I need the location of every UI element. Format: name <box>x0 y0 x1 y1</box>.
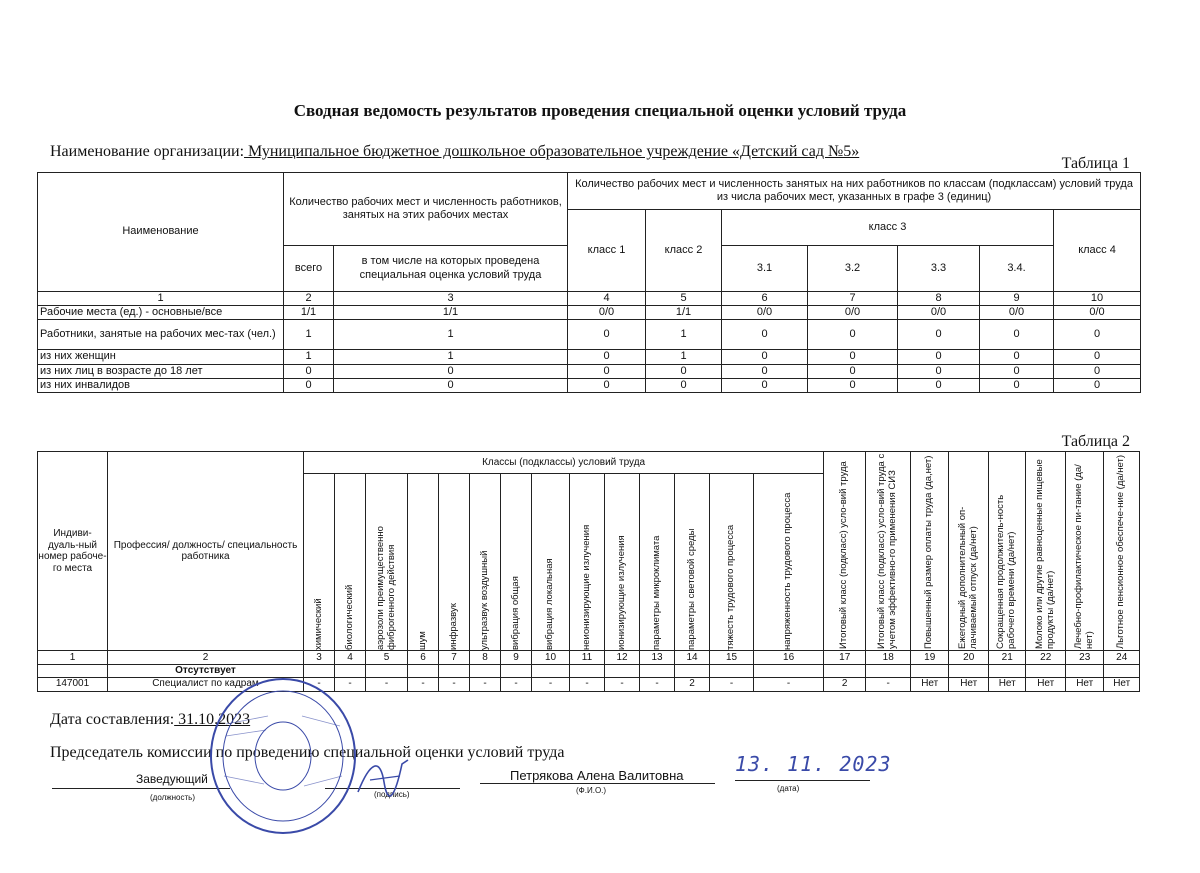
t2-col-number: 16 <box>754 651 824 665</box>
t2-profession: Специалист по кадрам <box>108 677 304 691</box>
t1-header-name: Наименование <box>38 173 284 292</box>
t2-header-id: Индиви-дуаль-ный номер рабоче-го места <box>38 452 108 651</box>
t1-header-class2: класс 2 <box>646 210 722 292</box>
t1-cell: 0 <box>980 350 1054 364</box>
date-hint: (дата) <box>777 784 800 793</box>
signature-icon <box>350 752 420 802</box>
t1-cell: 0 <box>1054 350 1141 364</box>
date-label: Дата составления: <box>50 711 175 728</box>
t2-cell: - <box>470 677 501 691</box>
t2-col-number: 9 <box>501 651 532 665</box>
t2-cell: - <box>640 677 675 691</box>
t2-cell: 2 <box>675 677 710 691</box>
t1-header-3-2: 3.2 <box>808 246 898 292</box>
t1-cell: 0 <box>898 378 980 392</box>
t1-cell: 0 <box>898 364 980 378</box>
t2-cell: - <box>754 677 824 691</box>
table2-caption: Таблица 2 <box>1061 433 1130 450</box>
t2-col-number: 24 <box>1104 651 1140 665</box>
t2-cell: - <box>501 677 532 691</box>
t2-header-extra-label: Итоговый класс (подкласс) усло-вий труда с учетом эффективно-го применения СИЗ <box>876 453 899 649</box>
organization-name: Муниципальное бюджетное дошкольное образовательное учреждение «Детский сад №5» <box>244 143 860 160</box>
signature-hint: (подпись) <box>374 790 410 799</box>
t2-cell: - <box>710 677 754 691</box>
t2-header-factor-label: инфразвук <box>447 603 459 650</box>
t1-header-class3: класс 3 <box>722 210 1054 246</box>
t2-header-classes: Классы (подклассы) условий труда <box>304 452 824 474</box>
t2-col-number: 20 <box>949 651 989 665</box>
t1-cell: 0 <box>1054 364 1141 378</box>
t1-cell: 0 <box>284 364 334 378</box>
t2-header-extra-label: Молоко или другие равноценные пищевые продукты (да/нет) <box>1033 459 1056 649</box>
t1-header-evaluated: в том числе на которых проведена специальная оценка условий труда <box>334 246 568 292</box>
t1-cell: 1 <box>284 320 334 350</box>
t2-cell: Нет <box>1026 677 1066 691</box>
t2-col-number: 14 <box>675 651 710 665</box>
t1-cell: 0/0 <box>980 306 1054 320</box>
t1-cell: 0 <box>568 320 646 350</box>
t2-cell: - <box>605 677 640 691</box>
t1-row-label: Работники, занятые на рабочих мес-тах (чел.) <box>38 320 284 350</box>
t1-cell: 0 <box>1054 320 1141 350</box>
t1-cell: 0 <box>568 364 646 378</box>
t1-cell: 0 <box>646 364 722 378</box>
t1-cell: 0/0 <box>722 306 808 320</box>
t2-header-extra-label: Повышенный размер оплаты труда (да,нет) <box>923 455 935 649</box>
t2-group-label: Отсутствует <box>108 665 304 678</box>
t2-col-number: 21 <box>989 651 1026 665</box>
t1-row-label: из них инвалидов <box>38 378 284 392</box>
document-title: Сводная ведомость результатов проведения специальной оценки условий труда <box>293 101 907 120</box>
position-hint: (должность) <box>150 793 195 802</box>
t1-cell: 0 <box>722 320 808 350</box>
t1-cell: 0 <box>284 378 334 392</box>
t1-cell: 0 <box>808 364 898 378</box>
t2-header-factor-label: неионизирующие излучения <box>580 524 592 650</box>
t2-header-extra-label: Ежегодный дополнительный оп-лачиваемый отпуск (да/нет) <box>956 506 979 649</box>
t2-cell: - <box>439 677 470 691</box>
t2-col-number: 6 <box>408 651 439 665</box>
t1-cell: 0 <box>334 364 568 378</box>
t2-col-number: 11 <box>570 651 605 665</box>
t2-header-factor-label: шум <box>416 631 428 650</box>
t2-cell: 2 <box>824 677 866 691</box>
t1-header-3-1: 3.1 <box>722 246 808 292</box>
t1-col-number: 1 <box>38 292 284 306</box>
t2-header-factor-label: напряженность трудового процесса <box>782 492 794 650</box>
t1-header-3-3: 3.3 <box>898 246 980 292</box>
t1-col-number: 4 <box>568 292 646 306</box>
t2-header-factor-label: тяжесть трудового процесса <box>725 524 737 650</box>
t1-cell: 0 <box>980 364 1054 378</box>
t1-cell: 0/0 <box>1054 306 1141 320</box>
t1-cell: 0 <box>1054 378 1141 392</box>
t1-cell: 0/0 <box>808 306 898 320</box>
t2-header-extra-label: Льготное пенсионное обеспече-ние (да/нет) <box>1115 454 1127 649</box>
t2-cell: Нет <box>1066 677 1104 691</box>
t1-cell: 0 <box>646 378 722 392</box>
t1-cell: 0 <box>722 378 808 392</box>
t1-cell: 1 <box>646 350 722 364</box>
fio-hint: (Ф.И.О.) <box>576 786 607 795</box>
t2-header-extra-label: Итоговый класс (подкласс) усло-вий труда <box>838 461 850 649</box>
t1-cell: 1/1 <box>284 306 334 320</box>
t2-col-number: 10 <box>532 651 570 665</box>
t2-header-factor-label: ультразвук воздушный <box>478 550 490 650</box>
t2-cell: - <box>532 677 570 691</box>
t1-cell: 0 <box>980 320 1054 350</box>
t1-cell: 0 <box>722 350 808 364</box>
t2-col-number: 2 <box>108 651 304 665</box>
t2-cell: - <box>366 677 408 691</box>
t2-col-number: 4 <box>335 651 366 665</box>
t2-col-number: 3 <box>304 651 335 665</box>
t2-cell: - <box>304 677 335 691</box>
t2-header-factor-label: вибрация общая <box>509 576 521 650</box>
t1-header-classes: Количество рабочих мест и численность занятых на них работников по классам (подклассам) условий труда из числа рабочих мест, указанных в графе 3 (единиц) <box>568 173 1141 210</box>
t2-cell: - <box>408 677 439 691</box>
t1-col-number: 9 <box>980 292 1054 306</box>
t1-cell: 0 <box>898 320 980 350</box>
t2-col-number: 17 <box>824 651 866 665</box>
t1-cell: 1 <box>284 350 334 364</box>
t1-cell: 0 <box>980 378 1054 392</box>
t1-cell: 1 <box>646 320 722 350</box>
t2-header-factor-label: биологический <box>343 584 355 650</box>
t1-col-number: 10 <box>1054 292 1141 306</box>
t1-cell: 0 <box>722 364 808 378</box>
t1-cell: 1/1 <box>646 306 722 320</box>
t1-col-number: 8 <box>898 292 980 306</box>
t2-col-number: 1 <box>38 651 108 665</box>
t1-col-number: 5 <box>646 292 722 306</box>
t2-cell: Нет <box>989 677 1026 691</box>
t2-header-factor-label: параметры световой среды <box>685 528 697 650</box>
t1-cell: 0 <box>334 378 568 392</box>
t1-col-number: 2 <box>284 292 334 306</box>
t2-cell: Нет <box>1104 677 1140 691</box>
t1-row-label: Рабочие места (ед.) - основные/все <box>38 306 284 320</box>
t2-header-factor-label: химический <box>312 598 324 650</box>
t1-header-3-4: 3.4. <box>980 246 1054 292</box>
t1-cell: 0 <box>898 350 980 364</box>
t1-row-label: из них лиц в возрасте до 18 лет <box>38 364 284 378</box>
date-value: 31.10.2023 <box>174 711 251 728</box>
t2-cell: - <box>570 677 605 691</box>
t1-cell: 0 <box>568 378 646 392</box>
organization-label: Наименование организации: <box>50 143 245 160</box>
t1-row-label: из них женщин <box>38 350 284 364</box>
t2-col-number: 22 <box>1026 651 1066 665</box>
t2-cell: Нет <box>949 677 989 691</box>
handwritten-date: 13. 11. 2023 <box>735 752 892 776</box>
t1-cell: 0/0 <box>898 306 980 320</box>
t2-header-extra-label: Сокращенная продолжитель-ность рабочего времени (да/нет) <box>995 494 1018 649</box>
t2-col-number: 23 <box>1066 651 1104 665</box>
t1-cell: 1/1 <box>334 306 568 320</box>
t2-col-number: 12 <box>605 651 640 665</box>
t1-cell: 1 <box>334 350 568 364</box>
t1-col-number: 6 <box>722 292 808 306</box>
t1-cell: 0 <box>808 320 898 350</box>
t2-workplace-id: 147001 <box>38 677 108 691</box>
t2-header-profession: Профессия/ должность/ специальность работника <box>108 452 304 651</box>
t1-cell: 1 <box>334 320 568 350</box>
t1-col-number: 3 <box>334 292 568 306</box>
table1-caption: Таблица 1 <box>1061 155 1130 172</box>
t2-col-number: 18 <box>866 651 911 665</box>
t1-header-class1: класс 1 <box>568 210 646 292</box>
commission-chair-label: Председатель комиссии по проведению специальной оценки условий труда <box>50 744 565 761</box>
t1-cell: 0 <box>808 350 898 364</box>
t1-cell: 0/0 <box>568 306 646 320</box>
t1-cell: 0 <box>808 378 898 392</box>
signer-fio: Петрякова Алена Валитовна <box>510 768 684 783</box>
t1-col-number: 7 <box>808 292 898 306</box>
t2-col-number: 5 <box>366 651 408 665</box>
t2-header-factor-label: вибрация локальная <box>544 558 556 650</box>
t2-col-number: 13 <box>640 651 675 665</box>
t1-header-total: всего <box>284 246 334 292</box>
t2-header-factor-label: ионизирующие излучения <box>615 535 627 650</box>
t2-col-number: 7 <box>439 651 470 665</box>
t2-cell: - <box>335 677 366 691</box>
t2-header-factor-label: аэрозоли преимущественно фиброгенного действия <box>374 526 397 650</box>
signer-position: Заведующий <box>136 772 208 786</box>
t2-col-number: 15 <box>710 651 754 665</box>
t1-header-count: Количество рабочих мест и численность работников, занятых на этих рабочих местах <box>284 173 568 246</box>
organization-stamp-icon <box>208 676 358 836</box>
t2-col-number: 8 <box>470 651 501 665</box>
t2-header-factor-label: параметры микроклимата <box>650 535 662 650</box>
t1-cell: 0 <box>568 350 646 364</box>
t2-cell: Нет <box>911 677 949 691</box>
t2-col-number: 19 <box>911 651 949 665</box>
t1-header-class4: класс 4 <box>1054 210 1141 292</box>
t2-header-extra-label: Лечебно-профилактическое пи-тание (да/нет) <box>1072 464 1095 649</box>
t2-cell: - <box>866 677 911 691</box>
